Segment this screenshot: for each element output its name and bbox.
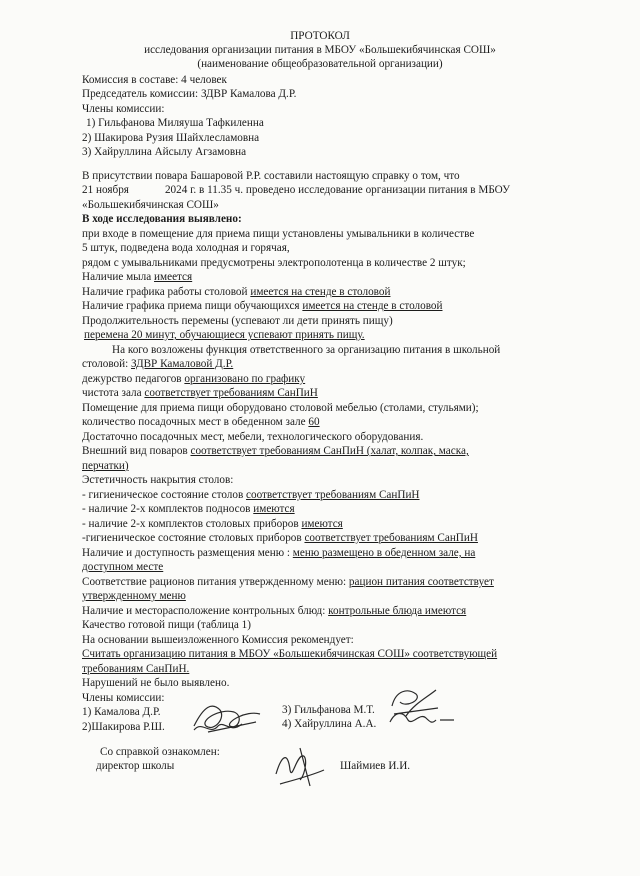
cutlery-hygiene-value: соответствует требованиям СанПиН <box>304 532 478 544</box>
wash-line-3: рядом с умывальниками предусмотрены электрополотенца в количестве 2 штук; <box>82 257 466 269</box>
signer-4: 4) Хайруллина А.А. <box>282 718 377 730</box>
ack-line-1: Со справкой ознакомлен: <box>100 746 220 758</box>
cooks-row <box>82 445 469 458</box>
enough-line: Достаточно посадочных мест, мебели, технологического оборудования. <box>82 431 424 443</box>
schedule-row <box>82 286 390 299</box>
duty-label: дежурство педагогов <box>82 373 185 385</box>
clean-label: чистота зала <box>82 387 145 399</box>
members-label: Члены комиссии: <box>82 103 165 115</box>
quality-line: Качество готовой пищи (таблица 1) <box>82 619 251 631</box>
wash-line-2: 5 штук, подведена вода холодная и горячая, <box>82 242 290 254</box>
signer-2: 2)Шакирова Р.Ш. <box>82 721 165 733</box>
break-label: Продолжительность перемены (успевают ли дети принять пищу) <box>82 315 393 327</box>
cutlery-row <box>82 518 343 531</box>
soap-row <box>82 271 192 284</box>
trays-value: имеются <box>253 503 295 515</box>
cutlery-value: имеются <box>301 518 343 530</box>
signers-label: Члены комиссии: <box>82 692 165 704</box>
doc-title: ПРОТОКОЛ <box>290 30 350 42</box>
member-3: 3) Хайруллина Айсылу Агзамовна <box>82 146 247 158</box>
org-hint: (наименование общеобразовательной организации) <box>197 58 443 70</box>
furniture-line: Помещение для приема пищи оборудовано столовой мебелью (столами, стульями); <box>82 402 479 414</box>
cutlery-hygiene-label: -гигиеническое состояние столовых приборов <box>82 532 305 544</box>
no-violations-line: Нарушений не было выявлено. <box>82 677 230 689</box>
aesthetics-label: Эстетичность накрытия столов: <box>82 474 234 486</box>
hygiene-value: соответствует требованиям СанПиН <box>246 489 420 501</box>
signature-khayrullina <box>386 706 456 732</box>
intro-year-time: 2024 г. в 11.35 ч. проведено исследование организации питания в МБОУ <box>164 184 511 196</box>
chair-name: ЗДВР Камалова Д.Р. <box>200 88 297 100</box>
duty-value: организовано по графику <box>184 373 306 385</box>
seats-row <box>82 416 320 429</box>
schedule-label: Наличие графика работы столовой <box>82 286 251 298</box>
control-value: контрольные блюда имеются <box>328 605 467 617</box>
ration-value-2: утвержденному меню <box>82 590 186 602</box>
clean-row <box>82 387 318 400</box>
clean-value: соответствует требованиям СанПиН <box>144 387 318 399</box>
basis-line: На основании вышеизложенного Комиссия рекомендует: <box>82 634 354 646</box>
intro-line-2 <box>82 184 510 197</box>
signer-1: 1) Камалова Д.Р. <box>82 706 161 718</box>
cutlery-label: - наличие 2-х комплектов столовых приборов <box>82 518 302 530</box>
control-label: Наличие и месторасположение контрольных блюд: <box>82 605 329 617</box>
doc-subject: исследования организации питания в МБОУ «Большекибячинская СОШ» <box>144 44 496 56</box>
meal-schedule-value: имеется на стенде в столовой <box>302 300 443 312</box>
responsible-line-1: На кого возложены функция ответственного за организацию питания в школьной <box>112 344 501 356</box>
director-name: Шаймиев И.И. <box>340 760 411 772</box>
break-value: перемена 20 минут, обучающиеся успевают принять пищу. <box>84 329 365 341</box>
trays-row <box>82 503 295 516</box>
commission-composition: Комиссия в составе: 4 человек <box>82 74 227 86</box>
intro-date: 21 ноября <box>82 184 129 196</box>
wash-line-1: при входе в помещение для приема пищи установлены умывальники в количестве <box>82 228 475 240</box>
ration-label: Соответствие рационов питания утвержденному меню: <box>82 576 349 588</box>
duty-row <box>82 373 305 386</box>
signer-3: 3) Гильфанова М.Т. <box>282 704 375 716</box>
menu-row <box>82 547 475 560</box>
trays-label: - наличие 2-х комплектов подносов <box>82 503 254 515</box>
soap-label: Наличие мыла <box>82 271 155 283</box>
chair-label: Председатель комиссии: <box>82 88 201 100</box>
hygiene-row <box>82 489 420 502</box>
cutlery-hygiene-row <box>82 532 478 545</box>
soap-value: имеется <box>154 271 193 283</box>
intro-line-3: «Большекибячинская СОШ» <box>82 199 219 211</box>
member-1: 1) Гильфанова Миляуша Тафкиленна <box>86 117 264 129</box>
signature-shakirova <box>190 716 246 740</box>
member-2: 2) Шакирова Рузия Шайхлесламовна <box>82 132 260 144</box>
responsible-value: ЗДВР Камаловой Д.Р. <box>131 358 234 370</box>
cooks-value-2: перчатки) <box>82 460 129 472</box>
signature-director <box>270 740 330 790</box>
ack-line-2: директор школы <box>96 760 175 772</box>
intro-line-1: В присутствии повара Башаровой Р.Р. составили настоящую справку о том, что <box>82 170 460 182</box>
menu-value-2: доступном месте <box>82 561 164 573</box>
ration-value-1: рацион питания соответствует <box>348 576 494 588</box>
commission-chair <box>82 88 296 101</box>
findings-heading: В ходе исследования выявлено: <box>82 213 242 225</box>
recommendation-line-1: Считать организацию питания в МБОУ «Большекибячинская СОШ» соответствующей <box>82 648 498 660</box>
hygiene-label: - гигиеническое состояние столов <box>82 489 247 501</box>
seats-label: количество посадочных мест в обеденном зале <box>82 416 309 428</box>
meal-schedule-row <box>82 300 443 313</box>
cooks-label: Внешний вид поваров <box>82 445 191 457</box>
menu-label: Наличие и доступность размещения меню : <box>82 547 293 559</box>
responsible-row <box>82 358 233 371</box>
schedule-value: имеется на стенде в столовой <box>250 286 391 298</box>
responsible-label: столовой: <box>82 358 132 370</box>
recommendation-line-2: требованиям СанПиН. <box>82 663 190 675</box>
menu-value-1: меню размещено в обеденном зале, на <box>292 547 476 559</box>
meal-schedule-label: Наличие графика приема пищи обучающихся <box>82 300 303 312</box>
seats-value: 60 <box>308 416 320 428</box>
cooks-value-1: соответствует требованиям СанПиН (халат, колпак, маска, <box>190 445 469 457</box>
ration-row <box>82 576 494 589</box>
control-row <box>82 605 466 618</box>
